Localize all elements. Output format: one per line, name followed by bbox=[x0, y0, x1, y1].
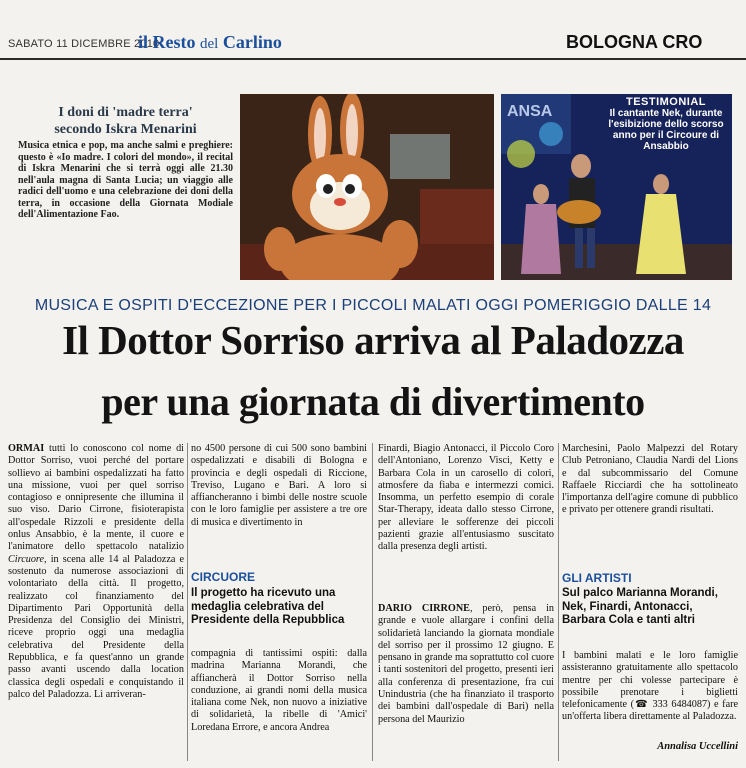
sidebar-circuore-tag: CIRCUORE bbox=[191, 570, 256, 584]
photo-mascot bbox=[240, 94, 494, 280]
column3b-lead: DARIO CIRRONE bbox=[378, 603, 470, 614]
article-column-2b: compagnia di tantissimi ospiti: dalla madrina Marianna Morandi, che affiancherà il Dottor Sorriso nella conduzione, ai grandi nomi della musica italiana come Nek, non nuovo a iniziative di solidarietà, la ribelle di 'Amici' Loredana Errore, e ancora Andrea bbox=[191, 648, 367, 733]
column3b-text: , però, pensa in grande e vuole allargare i confini della solidarietà lanciando la giornata mondiale del sorriso per il prossimo 12 giugno. E pensano in grande ma soprattutto col cuore i tanti sostenitori del progetto, presenti ieri alla conferenza di presentazione, fra cui Unindustria (che ha finanziato il trasporto dei bambini dall'ospedale di Bari) nella persona del Maurizio bbox=[378, 603, 554, 725]
column1-text-rest: , in scena alle 14 al Paladozza e sostenuto da numerose associazioni di volontariato della città. Il progetto, realizzato col finanziamento del Dipartimento Pari Opportunità della Presidenza del Consiglio dei Ministri, riceve proprio oggi una medaglia celebrativa del Presidente della Repubblica, e fa quest'anno un grande passo avanti uscendo dalla location classica degli ospedali e conquistando il palco del Paladozza. Lì arriveran- bbox=[8, 553, 184, 700]
column-rule bbox=[558, 443, 559, 761]
article-column-4b: I bambini malati e le loro famiglie assisteranno gratuitamente allo spettacolo mentre per chi volesse partecipare è possibile prenotare i biglietti telefonicamente (☎ 333 6484087) e fare un'offerta libera direttamente al Paladozza. bbox=[562, 650, 738, 723]
article-kicker: MUSICA E OSPITI D'ECCEZIONE PER I PICCOLI MALATI OGGI POMERIGGIO DALLE 14 bbox=[34, 297, 712, 314]
masthead-carlino: Carlino bbox=[222, 32, 282, 52]
box-title bbox=[18, 104, 233, 138]
article-column-1 bbox=[8, 443, 184, 701]
box-title-line1: I doni di 'madre terra' bbox=[58, 105, 193, 120]
header-date: SABATO 11 DICEMBRE 2010 bbox=[8, 38, 160, 50]
masthead-del: del bbox=[200, 36, 219, 52]
photo2-caption-body: Il cantante Nek, durante l'esibizione dello scorso anno per il Circoure di Ansabbio bbox=[608, 108, 724, 152]
article-column-3b bbox=[378, 603, 554, 726]
photo2-caption-title: TESTIMONIAL bbox=[625, 96, 707, 108]
article-column-3: Finardi, Biagio Antonacci, il Piccolo Coro dell'Antoniano, Lorenzo Visci, Ketty e Barbara Cola in un carosello di colori, atmosfere da fiaba e intermezzi comici. Insomma, un perfetto esempio di corale Star-Therapy, ideata dallo stesso Cirrone, per alleviare le sofferenze dei piccoli pazienti grazie all'entusiasmo suscitato dalla presenza degli artisti. bbox=[378, 443, 554, 553]
photo2-caption bbox=[604, 97, 728, 152]
headline-line1: Il Dottor Sorriso arriva al Paladozza bbox=[62, 317, 684, 363]
article-column-2: no 4500 persone di cui 500 sono bambini ospedalizzati e disabili di Bologna e provincia e degli ospedali di Riccione, Treviso, Lugano e Bari. A loro si affiancheranno i bimbi delle nostre scuole con le loro famiglie per assistere a tre ore di musica e divertimento in bbox=[191, 443, 367, 528]
column1-lead: ORMAI bbox=[8, 443, 45, 454]
column1-italic: Circuore bbox=[8, 553, 45, 565]
column-rule bbox=[187, 443, 188, 761]
column1-text: tutti lo conoscono col nome di Dottor Sorriso, vuoi perché del portare sollievo ai bambini ospedalizzati ha fatto una missione, vuoi per quel sorriso contagioso e onnipresente che illumina il suo viso. Dario Cirrone, fisioterapista all'ospedale Rizzoli e presidente della onlus Ansabbio, è la mente, il cuore e l'animatore dello spettacolo natalizio bbox=[8, 443, 184, 553]
column-rule bbox=[372, 443, 373, 761]
mascot-illustration bbox=[240, 94, 494, 280]
header-rule bbox=[0, 58, 746, 60]
masthead-logo bbox=[138, 32, 282, 53]
section-tag: BOLOGNA CRO bbox=[566, 32, 703, 52]
sidebar-artisti-head: Sul palco Marianna Morandi, Nek, Finardi, Antonacci, Barbara Cola e tanti altri bbox=[562, 587, 718, 626]
box-title-line2: secondo Iskra Menarini bbox=[54, 122, 197, 137]
headline-line2: per una giornata di divertimento bbox=[101, 379, 645, 424]
sidebar-artisti-tag: GLI ARTISTI bbox=[562, 571, 632, 585]
stage-sign: ANSA bbox=[507, 103, 553, 120]
box-body: Musica etnica e pop, ma anche salmi e preghiere: questo è «Io madre. I colori del mondo», il recital di Iskra Menarini che si terrà oggi alle 21.30 nell'aula magna di Santa Lucia; un viaggio alle radici dell'uomo e una celebrazione dei doni della terra, in occasione della Giornata Modiale dell'Alimentazione Fao. bbox=[18, 140, 233, 220]
sidebar-circuore-head: Il progetto ha ricevuto una medaglia celebrativa del Presidente della Repubblica bbox=[191, 587, 345, 626]
article-column-4: Marchesini, Paolo Malpezzi del Rotary Club Petroniano, Claudia Nardi del Lions e dal subcommissario del Comune Raffaele Ricciardi che ha sottolineato l'importanza dell'agire comune di pubblico e privato per ottenere grandi risultati. bbox=[562, 443, 738, 516]
masthead-il-resto: il Resto bbox=[138, 32, 196, 52]
byline: Annalisa Uccellini bbox=[657, 741, 738, 752]
